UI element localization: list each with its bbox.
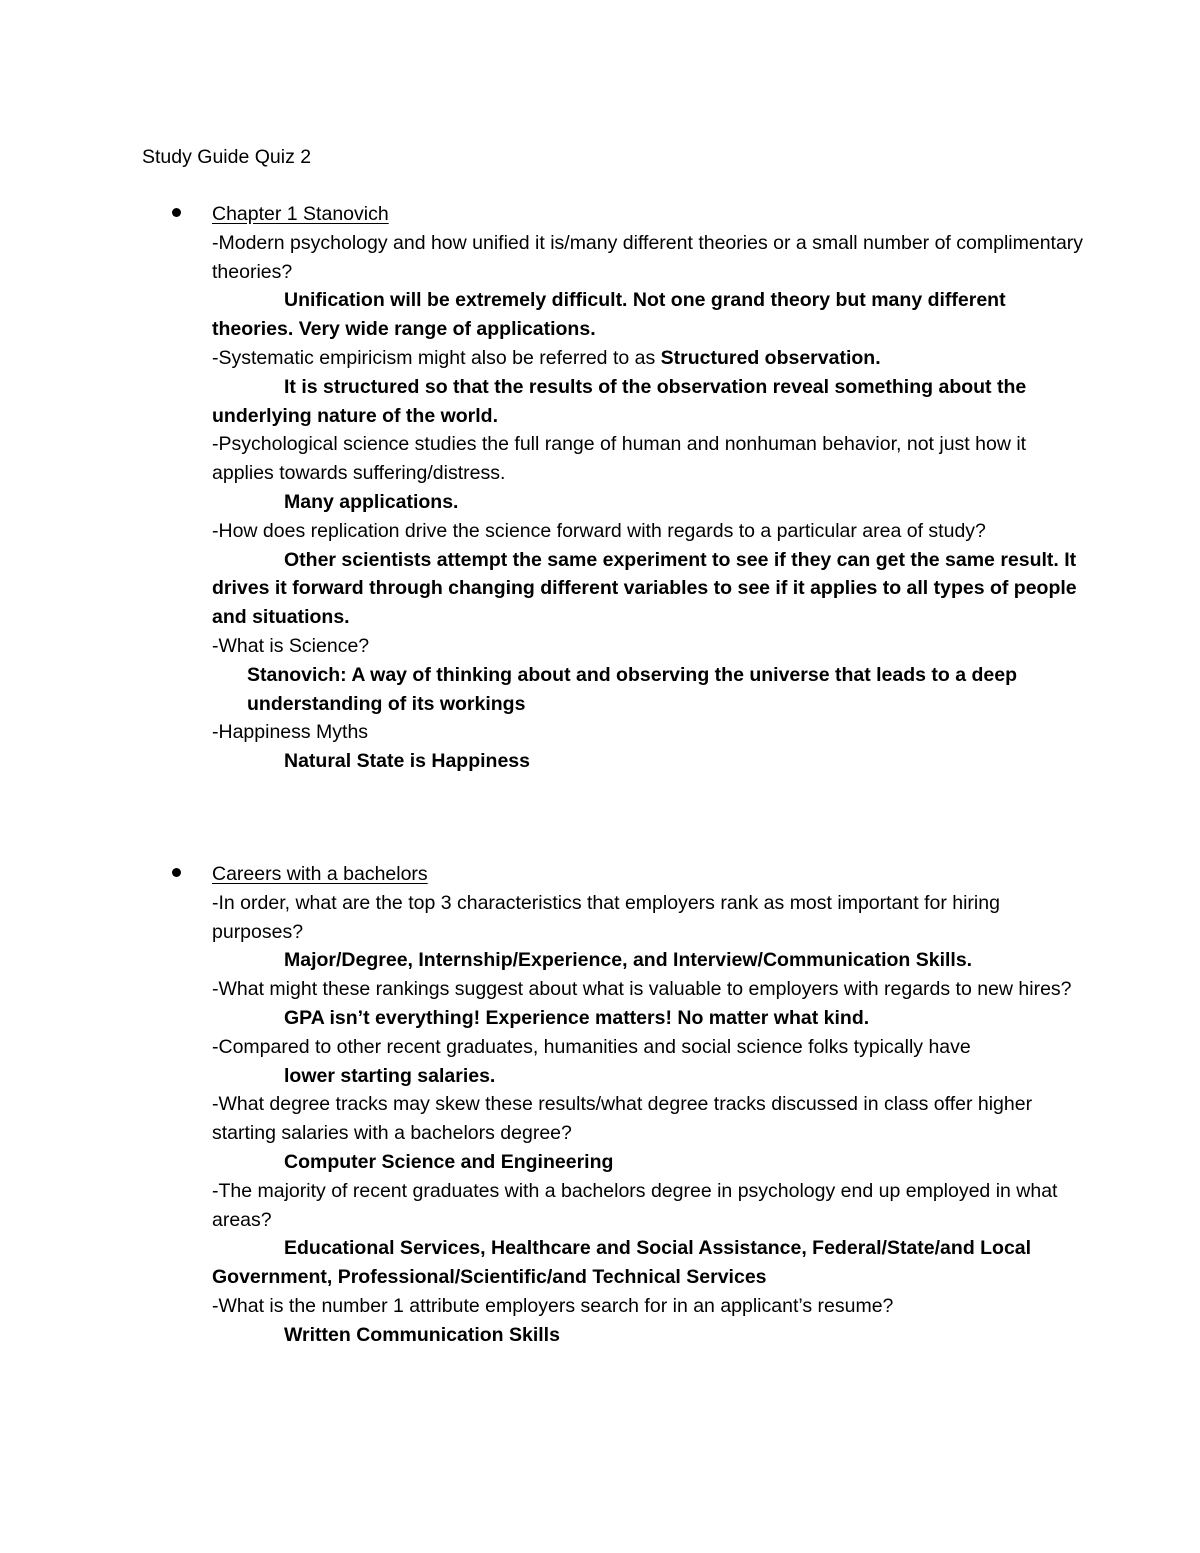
question-text: -What is Science? (212, 634, 370, 657)
question-text: -Happiness Myths (212, 721, 369, 744)
answer-text: It is structured so that the results of the observation reveal something about the underlying nature of the world. (212, 375, 1027, 427)
question-text: -Modern psychology and how unified it is/many different theories or a small number of complimentary theories? (212, 231, 1084, 283)
section-heading: Chapter 1 Stanovich (212, 203, 389, 225)
bullet-icon (172, 868, 181, 877)
section-careers-with-a-bachelors (212, 860, 1092, 1350)
question-text: -Psychological science studies the full range of human and nonhuman behavior, not just how it applies towards suffering/distress. (212, 433, 1027, 485)
answer-text: Unification will be extremely difficult. Not one grand theory but many different theories. Very wide range of applications. (212, 289, 1006, 341)
answer-text: Natural State is Happiness (284, 750, 530, 773)
bullet-icon (172, 208, 181, 217)
question-text: -Compared to other recent graduates, humanities and social science folks typically have (212, 1035, 971, 1058)
section-heading: Careers with a bachelors (212, 863, 428, 885)
answer-text: Stanovich: A way of thinking about and observing the universe that leads to a deep understanding of its workings (247, 663, 1018, 715)
answer-text: GPA isn’t everything! Experience matters! No matter what kind. (284, 1006, 870, 1029)
answer-text: Computer Science and Engineering (284, 1150, 614, 1173)
answer-text: Written Communication Skills (284, 1323, 560, 1346)
document-title: Study Guide Quiz 2 (142, 146, 312, 168)
question-text: -What is the number 1 attribute employers search for in an applicant’s resume? (212, 1294, 894, 1317)
question-text: -In order, what are the top 3 characteristics that employers rank as most important for hiring purposes? (212, 891, 1000, 943)
question-text: -What degree tracks may skew these results/what degree tracks discussed in class offer higher starting salaries with a bachelors degree? (212, 1093, 1033, 1145)
answer-text: Major/Degree, Internship/Experience, and Interview/Communication Skills. (284, 949, 973, 972)
answer-inline: Structured observation. (660, 346, 881, 369)
answer-text: Educational Services, Healthcare and Social Assistance, Federal/State/and Local Government, Professional/Scientific/and Technical Services (212, 1237, 1032, 1289)
answer-text: Other scientists attempt the same experiment to see if they can get the same result. It drives it forward through changing different variables to see if it applies to all types of people and situations. (212, 548, 1077, 629)
question-text: -The majority of recent graduates with a bachelors degree in psychology end up employed in what areas? (212, 1179, 1058, 1231)
answer-text: lower starting salaries. (284, 1064, 496, 1087)
question-text (212, 344, 1092, 373)
question-text: -What might these rankings suggest about what is valuable to employers with regards to new hires? (212, 978, 1072, 1001)
section-chapter-1-stanovich (212, 200, 1092, 776)
answer-text: Many applications. (284, 490, 459, 513)
question-text: -How does replication drive the science forward with regards to a particular area of study? (212, 519, 986, 542)
question-prefix: -Systematic empiricism might also be referred to as (212, 346, 661, 369)
